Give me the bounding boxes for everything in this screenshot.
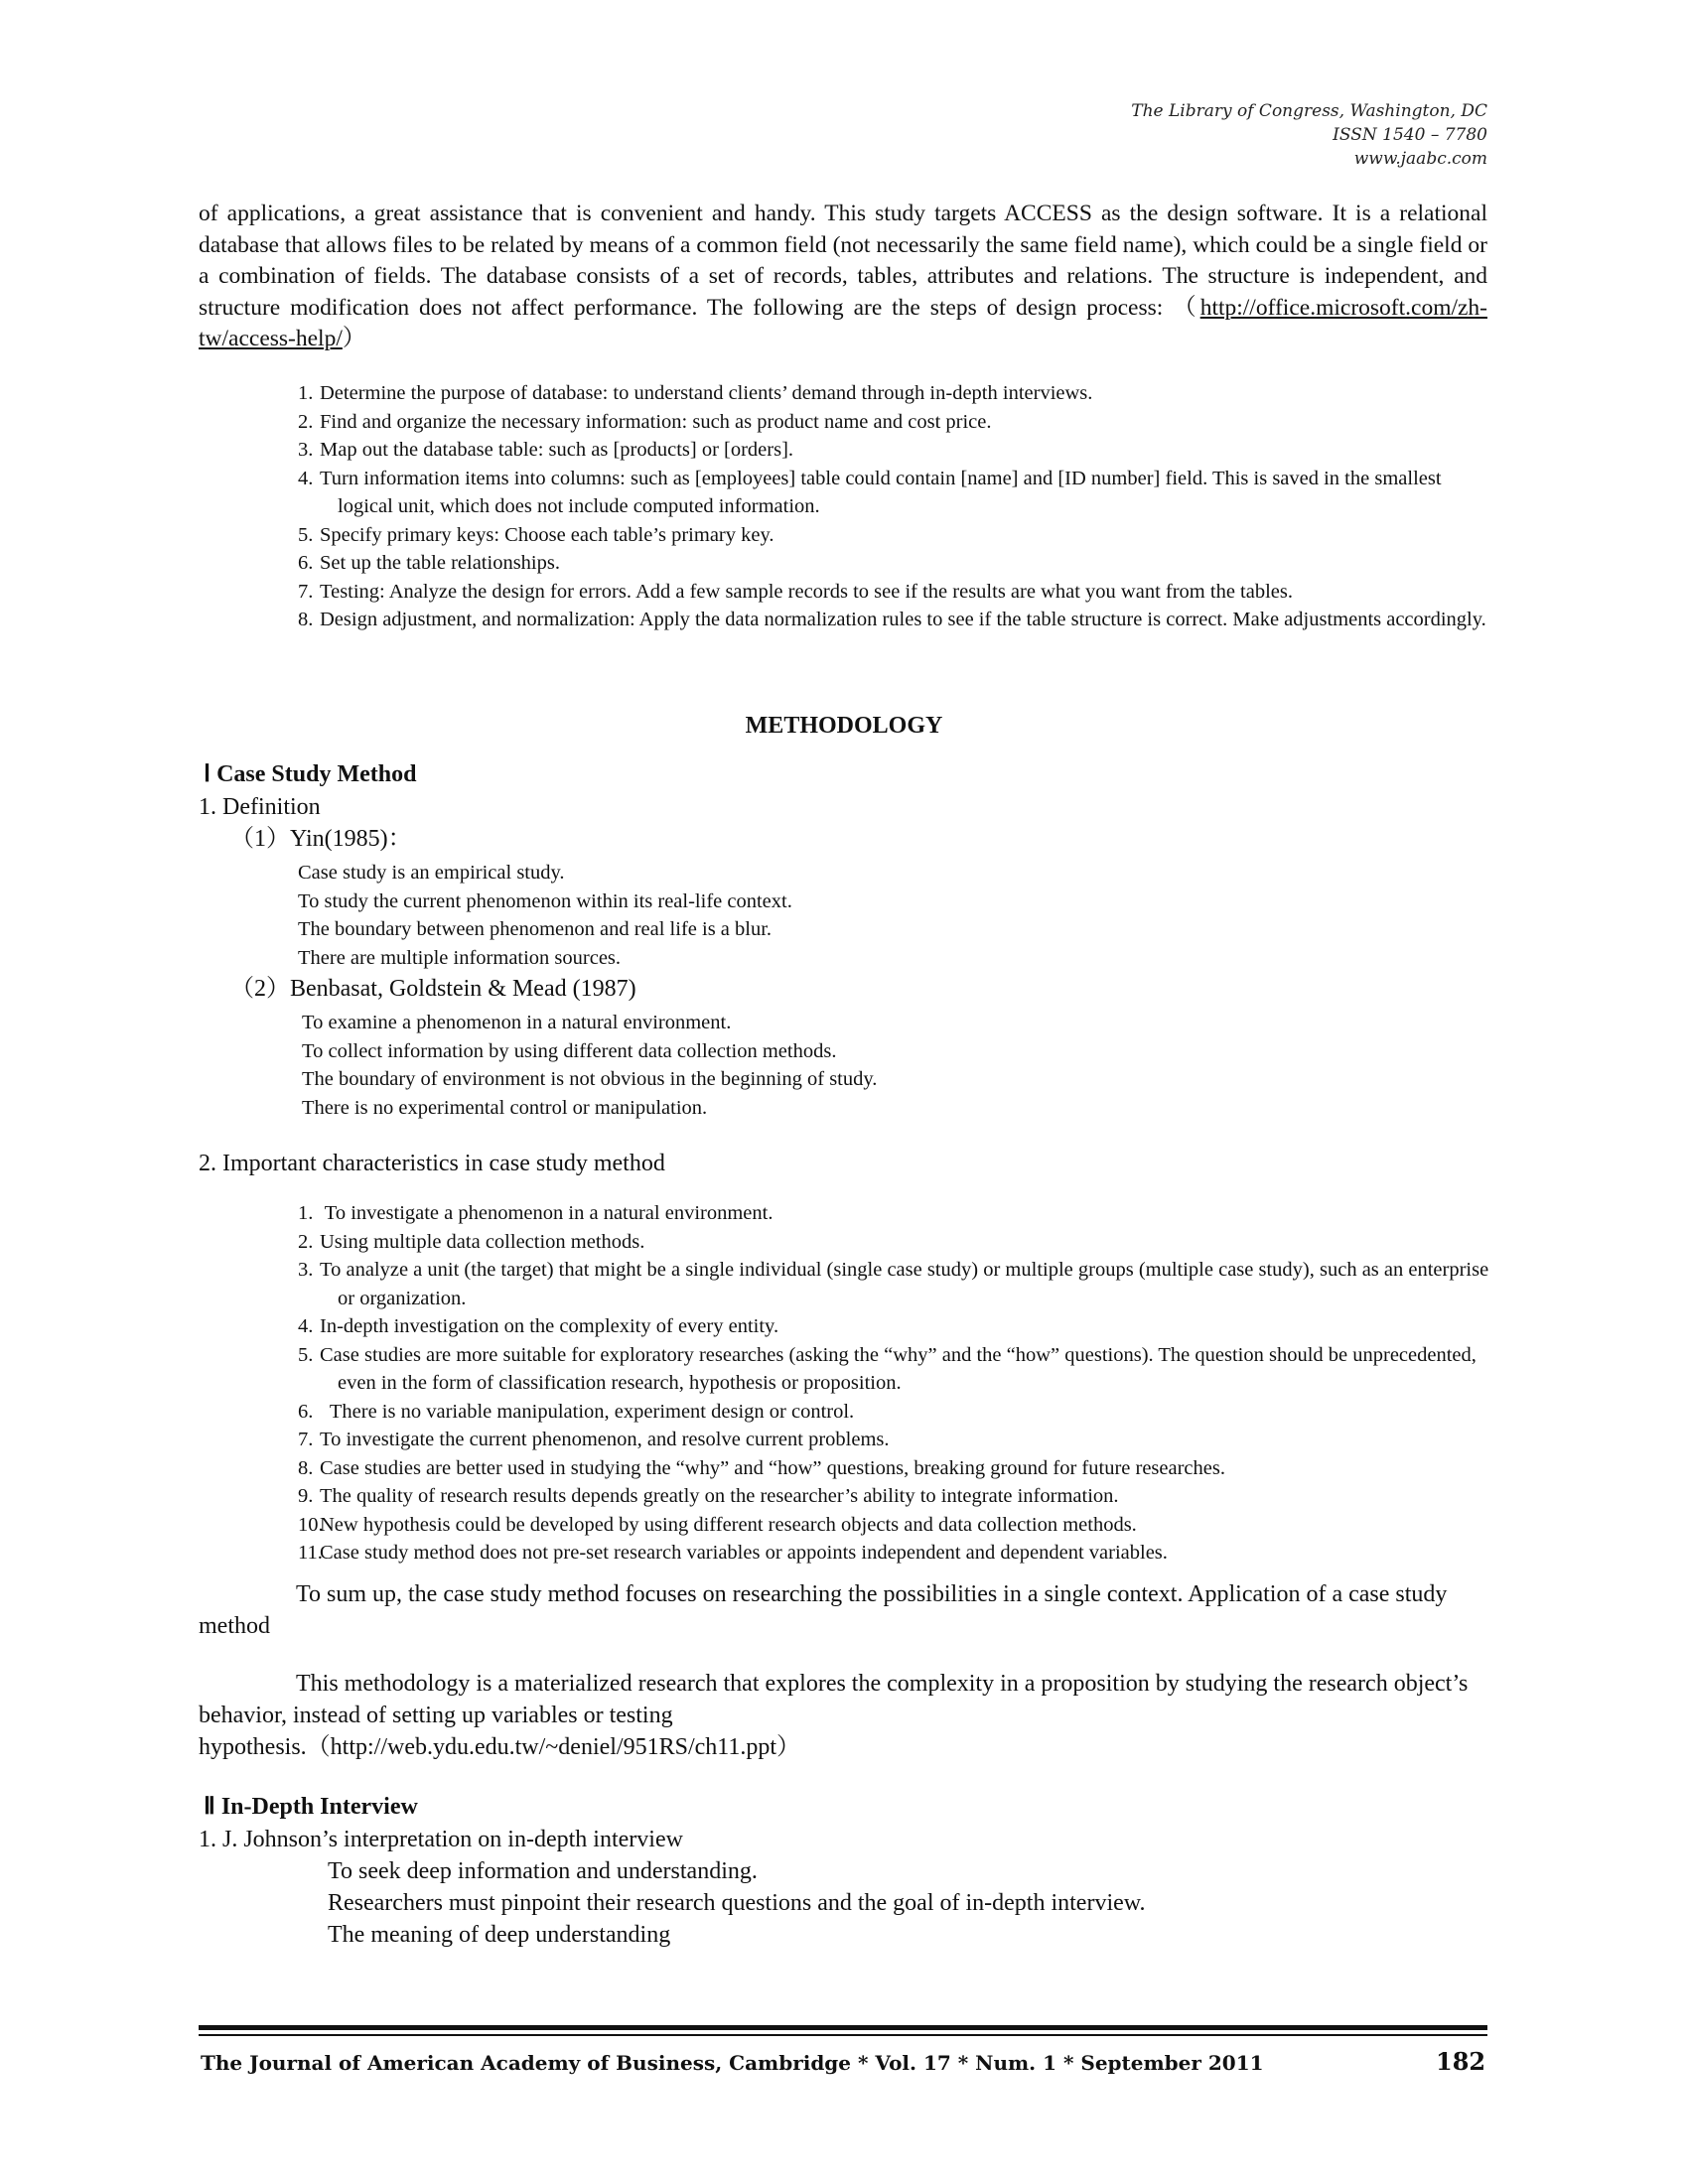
link-paren-close: ）	[342, 326, 366, 351]
johnson-items	[328, 1855, 1146, 1951]
yin-item: There are multiple information sources.	[298, 946, 622, 969]
characteristic-item-number: 5.	[298, 1343, 314, 1366]
characteristic-item	[298, 1454, 1489, 1483]
design-step	[298, 379, 1489, 408]
characteristic-item	[298, 1398, 1489, 1427]
benbasat-label: （2）Benbasat, Goldstein & Mead (1987)	[230, 976, 636, 1002]
characteristics-label: 2. Important characteristics in case study method	[199, 1151, 665, 1176]
design-step-text: Determine the purpose of database: to understand clients’ demand through in-depth interviews.	[320, 382, 1093, 404]
characteristic-item-number: 7.	[298, 1429, 314, 1450]
footer-rule-thick	[199, 2025, 1487, 2030]
definition-label: 1. Definition	[199, 794, 321, 820]
sum-up-paragraph: To sum up, the case study method focuses on researching the possibilities in a single context. Application of a case study method	[199, 1581, 1448, 1639]
johnson-item: To seek deep information and understanding.	[328, 1858, 758, 1884]
characteristic-item-text: New hypothesis could be developed by using different research objects and data collection methods.	[320, 1513, 1137, 1536]
characteristic-item	[298, 1341, 1489, 1398]
johnson-item: Researchers must pinpoint their research questions and the goal of in-depth interview.	[328, 1890, 1146, 1916]
johnson-item: The meaning of deep understanding	[328, 1922, 671, 1948]
characteristic-item	[298, 1228, 1489, 1257]
characteristic-item-number: 2.	[298, 1230, 314, 1253]
design-step	[298, 549, 1489, 578]
benbasat-item: To collect information by using different data collection methods.	[302, 1039, 837, 1062]
characteristic-item-number: 8.	[298, 1456, 314, 1479]
characteristic-item	[298, 1426, 1489, 1454]
header-website: www.jaabc.com	[1353, 149, 1487, 169]
characteristic-item-text: The quality of research results depends greatly on the researcher’s ability to integrate information.	[320, 1485, 1119, 1507]
access-help-link[interactable]: http://office.microsoft.com/zh-tw/access-help/	[199, 294, 1488, 351]
design-step-text: Specify primary keys: Choose each table’s primary key.	[320, 523, 774, 546]
characteristic-item-text: There is no variable manipulation, experiment design or control.	[320, 1400, 855, 1423]
characteristic-item	[298, 1199, 1489, 1228]
characteristic-item-number: 6.	[298, 1400, 314, 1423]
header-issn: ISSN 1540 – 7780	[1333, 125, 1487, 145]
header-library: The Library of Congress, Washington, DC	[1131, 101, 1487, 121]
characteristic-item-number: 1.	[298, 1202, 314, 1224]
running-header	[1131, 99, 1487, 171]
design-step-number: 1.	[298, 382, 314, 404]
design-step-text: Turn information items into columns: such as [employees] table could contain [name] and [ID number] field. This is saved in the smallest logical unit, which does not include computed information.	[320, 467, 1447, 517]
design-step-number: 6.	[298, 552, 314, 574]
characteristic-item	[298, 1511, 1489, 1540]
benbasat-items	[302, 1009, 877, 1122]
intro-paragraph	[199, 199, 1487, 355]
yin-item: The boundary between phenomenon and real life is a blur.	[298, 918, 773, 940]
characteristic-item-text: To analyze a unit (the target) that might be a single individual (single case study) or multiple groups (multiple case study), such as an enterprise or organization.	[320, 1259, 1494, 1309]
characteristic-item-text: Using multiple data collection methods.	[320, 1230, 645, 1253]
design-step-number: 4.	[298, 467, 314, 489]
characteristic-item-number: 11.	[298, 1542, 323, 1564]
methodology-paragraph-a: This methodology is a materialized research that explores the complexity in a proposition by studying the research object’s behavior, instead of setting up variables or testing	[199, 1671, 1469, 1728]
characteristics-list	[298, 1199, 1494, 1568]
characteristic-item-number: 3.	[298, 1259, 314, 1281]
characteristic-item	[298, 1312, 1489, 1341]
footer-rule-thin	[199, 2034, 1487, 2036]
design-step-text: Design adjustment, and normalization: Apply the data normalization rules to see if the table structure is correct. Make adjustments accordingly.	[320, 609, 1486, 630]
benbasat-item: There is no experimental control or manipulation.	[302, 1096, 708, 1119]
design-step	[298, 465, 1489, 521]
design-steps-list	[298, 379, 1489, 634]
characteristic-item-text: Case studies are more suitable for exploratory researches (asking the “why” and the “how” questions). The question should be unprecedented, even in the form of classification research, hypothesis or proposition.	[320, 1343, 1482, 1394]
design-step	[298, 606, 1489, 634]
yin-items	[298, 859, 792, 972]
design-step-text: Find and organize the necessary information: such as product name and cost price.	[320, 410, 992, 433]
section-in-depth-interview-title: Ⅱ In-Depth Interview	[204, 1794, 418, 1820]
characteristic-item-number: 4.	[298, 1315, 314, 1337]
intro-text: of applications, a great assistance that is convenient and handy. This study targets ACCESS as the design software. It is a relational database that allows files to be related by means of a common field (not necessarily the same field name), which could be a single field or a combination of fields. The database consists of a set of records, tables, attributes and relations. The structure is independent, and structure modification does not affect performance. The following are the steps of design process:	[199, 201, 1487, 321]
characteristic-item-number: 10.	[298, 1513, 324, 1536]
characteristic-item-text: To investigate the current phenomenon, and resolve current problems.	[320, 1429, 890, 1450]
johnson-label: 1. J. Johnson’s interpretation on in-depth interview	[199, 1827, 683, 1852]
design-step-number: 2.	[298, 410, 314, 433]
design-step-number: 7.	[298, 580, 314, 603]
link-paren-open: （	[1173, 294, 1200, 321]
characteristic-item-text: Case studies are better used in studying the “why” and “how” questions, breaking ground for future researches.	[320, 1456, 1225, 1479]
design-step	[298, 436, 1489, 465]
methodology-paragraph-b: hypothesis.（http://web.ydu.edu.tw/~deniel/951RS/ch11.ppt）	[199, 1734, 801, 1760]
footer-journal: The Journal of American Academy of Business, Cambridge * Vol. 17 * Num. 1 * September 2011	[201, 2051, 1264, 2075]
characteristic-item	[298, 1482, 1489, 1511]
design-step-number: 3.	[298, 439, 314, 461]
characteristic-item-number: 9.	[298, 1485, 314, 1507]
methodology-heading: METHODOLOGY	[745, 713, 943, 739]
yin-label: （1）Yin(1985)：	[230, 826, 412, 852]
section-case-study-title: Ⅰ Case Study Method	[204, 761, 417, 787]
design-step-number: 5.	[298, 523, 314, 546]
benbasat-item: The boundary of environment is not obvious in the beginning of study.	[302, 1068, 878, 1090]
page-number: 182	[1436, 2047, 1486, 2076]
characteristic-item	[298, 1539, 1489, 1568]
design-step	[298, 408, 1489, 437]
characteristic-item-text: In-depth investigation on the complexity of every entity.	[320, 1315, 779, 1337]
design-step-text: Set up the table relationships.	[320, 552, 560, 574]
design-step	[298, 521, 1489, 550]
yin-item: To study the current phenomenon within its real-life context.	[298, 889, 792, 912]
design-step	[298, 578, 1489, 607]
benbasat-item: To examine a phenomenon in a natural environment.	[302, 1012, 732, 1033]
design-step-number: 8.	[298, 609, 314, 630]
yin-item: Case study is an empirical study.	[298, 862, 565, 884]
design-step-text: Map out the database table: such as [products] or [orders].	[320, 439, 794, 461]
characteristic-item-text: Case study method does not pre-set research variables or appoints independent and dependent variables.	[320, 1542, 1168, 1564]
characteristic-item-text: To investigate a phenomenon in a natural environment.	[320, 1202, 774, 1224]
characteristic-item	[298, 1256, 1494, 1312]
design-step-text: Testing: Analyze the design for errors. Add a few sample records to see if the results are what you want from the tables.	[320, 580, 1293, 603]
